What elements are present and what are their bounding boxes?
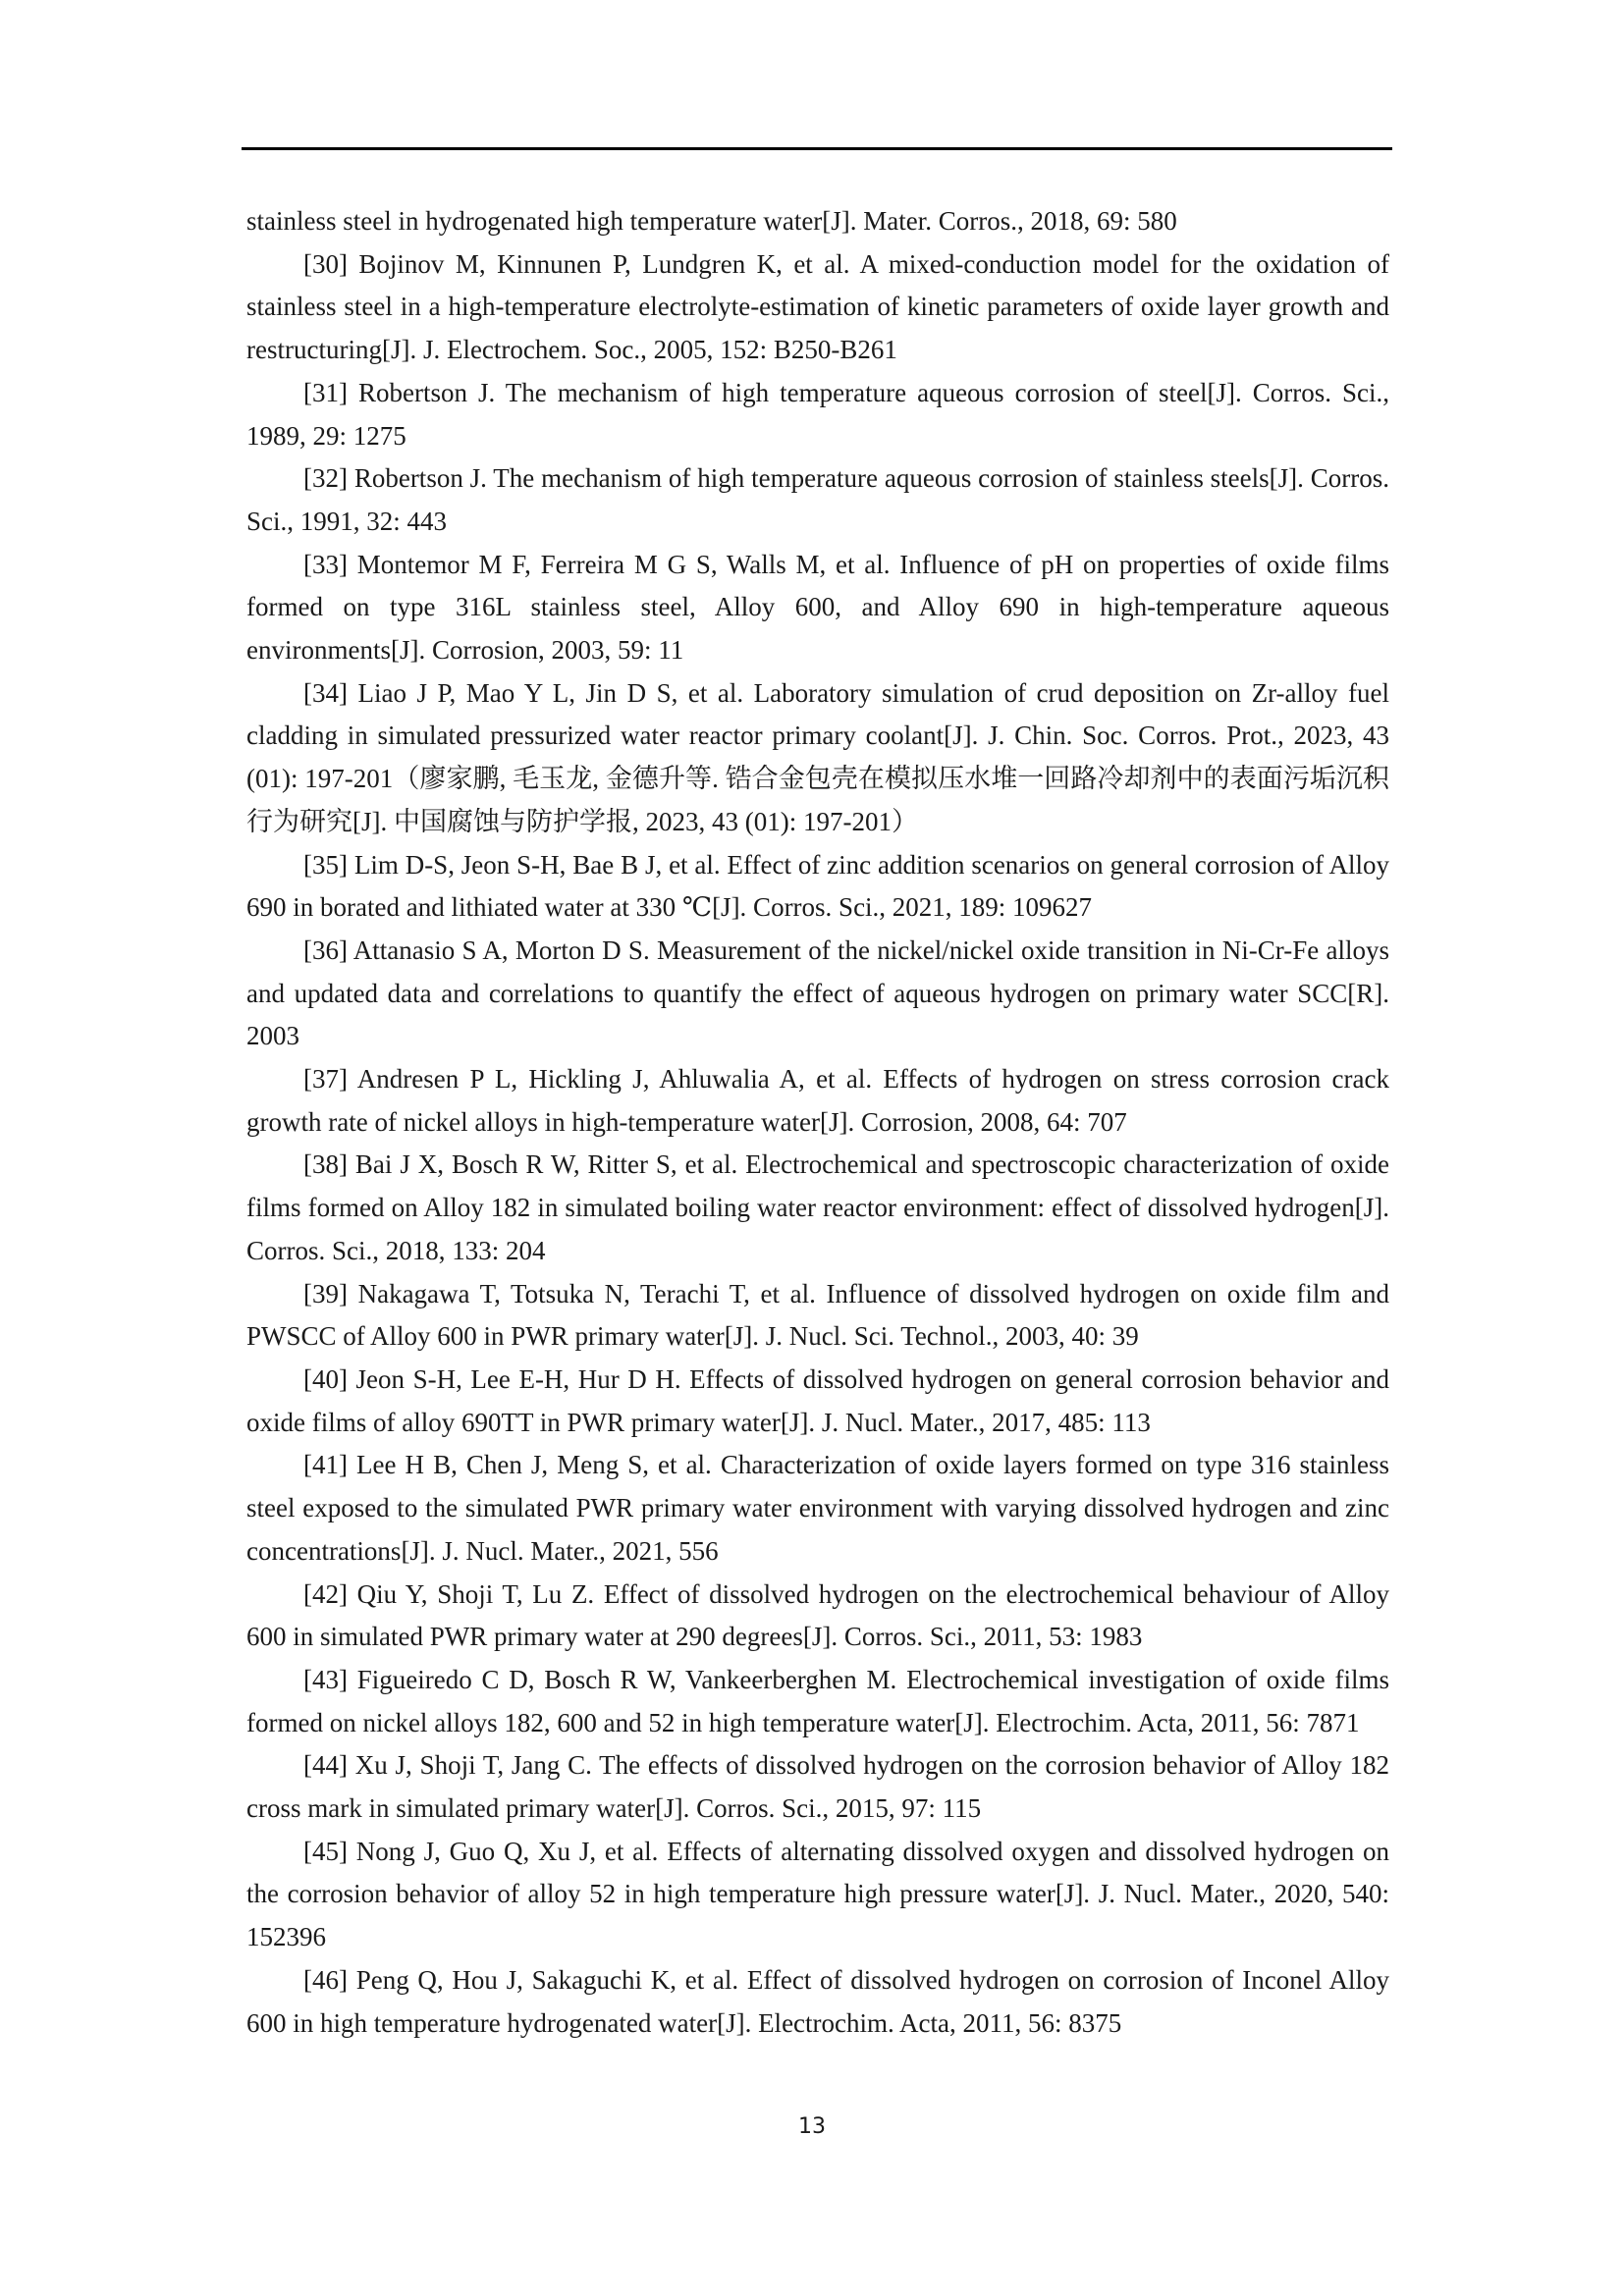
header-rule [242, 147, 1392, 150]
reference-31: [31] Robertson J. The mechanism of high temperature aqueous corrosion of steel[J]. Corros. Sci., 1989, 29: 1275 [246, 377, 1389, 451]
reference-42: [42] Qiu Y, Shoji T, Lu Z. Effect of dissolved hydrogen on the electrochemical behaviour of Alloy 600 in simulated PWR primary water at 290 degrees[J]. Corros. Sci., 2011, 53: 1983 [246, 1578, 1389, 1652]
reference-33: [33] Montemor M F, Ferreira M G S, Walls M, et al. Influence of pH on properties of oxide films formed on type 316L stainless steel, Alloy 600, and Alloy 690 in high-temperature aqueous environments[J]. Corrosion, 2003, 59: 11 [246, 549, 1389, 666]
reference-43: [43] Figueiredo C D, Bosch R W, Vankeerberghen M. Electrochemical investigation of oxide films formed on nickel alloys 182, 600 and 52 in high temperature water[J]. Electrochim. Acta, 2011, 56: 7871 [246, 1664, 1389, 1737]
reference-37: [37] Andresen P L, Hickling J, Ahluwalia A, et al. Effects of hydrogen on stress corrosion crack growth rate of nickel alloys in high-temperature water[J]. Corrosion, 2008, 64: 707 [246, 1064, 1389, 1137]
reference-39: [39] Nakagawa T, Totsuka N, Terachi T, et al. Influence of dissolved hydrogen on oxide film and PWSCC of Alloy 600 in PWR primary water[J]. J. Nucl. Sci. Technol., 2003, 40: 39 [246, 1278, 1389, 1352]
reference-30: [30] Bojinov M, Kinnunen P, Lundgren K, et al. A mixed-conduction model for the oxidation of stainless steel in a high-temperature electrolyte-estimation of kinetic parameters of oxide layer growth and restructuring[J]. J. Electrochem. Soc., 2005, 152: B250-B261 [246, 248, 1389, 365]
reference-list [246, 200, 1389, 2045]
reference-38: [38] Bai J X, Bosch R W, Ritter S, et al. Electrochemical and spectroscopic characterization of oxide films formed on Alloy 182 in simulated boiling water reactor environment: effect of dissolved hydrogen[J]. Corros. Sci., 2018, 133: 204 [246, 1149, 1389, 1265]
reference-45: [45] Nong J, Guo Q, Xu J, et al. Effects of alternating dissolved oxygen and dissolved hydrogen on the corrosion behavior of alloy 52 in high temperature high pressure water[J]. J. Nucl. Mater., 2020, 540: 152396 [246, 1836, 1389, 1952]
reference-36: [36] Attanasio S A, Morton D S. Measurement of the nickel/nickel oxide transition in Ni-Cr-Fe alloys and updated data and correlations to quantify the effect of aqueous hydrogen on primary water SCC[R]. 2003 [246, 934, 1389, 1051]
reference-34: [34] Liao J P, Mao Y L, Jin D S, et al. Laboratory simulation of crud deposition on Zr-alloy fuel cladding in simulated pressurized water reactor primary coolant[J]. J. Chin. Soc. Corros. Prot., 2023, 43 (01): 197-201（廖家鹏, 毛玉龙, 金德升等. 锆合金包壳在模拟压水堆一回路冷却剂中的表面污垢沉积行为研究[J]. 中国腐蚀与防护学报, 2023, 43 (01): 197-201） [246, 677, 1389, 836]
reference-32: [32] Robertson J. The mechanism of high temperature aqueous corrosion of stainless steels[J]. Corros. Sci., 1991, 32: 443 [246, 463, 1389, 536]
reference-35: [35] Lim D-S, Jeon S-H, Bae B J, et al. Effect of zinc addition scenarios on general corrosion of Alloy 690 in borated and lithiated water at 330 ℃[J]. Corros. Sci., 2021, 189: 109627 [246, 849, 1389, 923]
page-number: 13 [798, 2114, 826, 2139]
reference-41: [41] Lee H B, Chen J, Meng S, et al. Characterization of oxide layers formed on type 316 stainless steel exposed to the simulated PWR primary water environment with varying dissolved hydrogen and zinc concentrations[J]. J. Nucl. Mater., 2021, 556 [246, 1450, 1389, 1566]
reference-46: [46] Peng Q, Hou J, Sakaguchi K, et al. Effect of dissolved hydrogen on corrosion of Inconel Alloy 600 in high temperature hydrogenated water[J]. Electrochim. Acta, 2011, 56: 8375 [246, 1964, 1389, 2038]
reference-continued: stainless steel in hydrogenated high temperature water[J]. Mater. Corros., 2018, 69: 580 [246, 206, 1177, 236]
reference-40: [40] Jeon S-H, Lee E-H, Hur D H. Effects of dissolved hydrogen on general corrosion behavior and oxide films of alloy 690TT in PWR primary water[J]. J. Nucl. Mater., 2017, 485: 113 [246, 1363, 1389, 1437]
reference-44: [44] Xu J, Shoji T, Jang C. The effects of dissolved hydrogen on the corrosion behavior of Alloy 182 cross mark in simulated primary water[J]. Corros. Sci., 2015, 97: 115 [246, 1750, 1389, 1824]
